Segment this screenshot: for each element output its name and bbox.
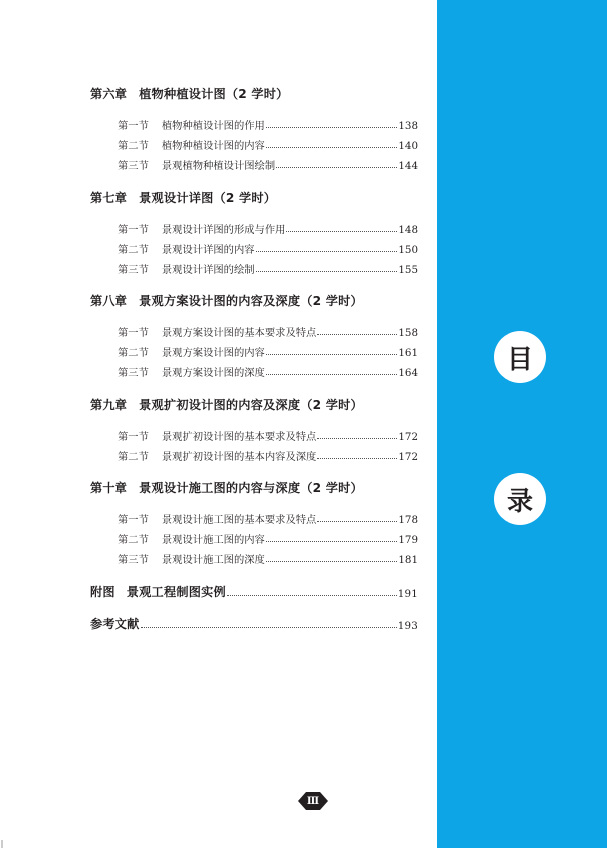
dot-leader [266, 353, 397, 355]
chapter-title: 景观设计详图（2 学时） [139, 191, 277, 205]
section-marker-lu [494, 473, 546, 525]
chapter-heading[interactable] [90, 292, 363, 309]
toc-entry[interactable] [90, 241, 418, 256]
page-number: 144 [398, 160, 418, 172]
dot-leader [276, 166, 397, 168]
page-number: 155 [398, 264, 418, 276]
section-title: 植物种植设计图的内容 [161, 140, 265, 152]
sidebar-char-top: 目 [506, 344, 533, 375]
section-number: 第一节 [118, 120, 149, 132]
chapter-number: 第十章 [90, 481, 128, 495]
page-number: 140 [398, 140, 418, 152]
section-number: 第一节 [118, 327, 149, 339]
page-number: 150 [398, 244, 418, 256]
dot-leader [286, 230, 397, 232]
toc-entry[interactable] [90, 117, 418, 132]
chapter-heading[interactable] [90, 189, 276, 206]
page-number: 193 [397, 620, 418, 632]
section-number: 第一节 [118, 514, 149, 526]
section-marker-mu [494, 331, 546, 383]
dot-leader [317, 437, 397, 439]
toc-entry[interactable] [90, 364, 418, 379]
chapter-number: 第八章 [90, 294, 128, 308]
toc-entry[interactable] [90, 344, 418, 359]
dot-leader [256, 250, 398, 252]
section-title: 景观设计施工图的内容 [161, 534, 265, 546]
dot-leader [317, 457, 397, 459]
section-title: 景观设计详图的绘制 [161, 264, 255, 276]
section-title: 景观设计详图的形成与作用 [161, 224, 286, 236]
page-number: 148 [398, 224, 418, 236]
toc-entry[interactable] [90, 428, 418, 443]
page-number: 181 [398, 554, 418, 566]
section-number: 第三节 [118, 554, 149, 566]
dot-leader [266, 560, 397, 562]
chapter-heading[interactable] [90, 396, 363, 413]
references-title: 参考文献 [90, 617, 140, 631]
chapter-number: 第六章 [90, 87, 128, 101]
section-number: 第二节 [118, 534, 149, 546]
dot-leader [317, 520, 397, 522]
page-number: 161 [398, 347, 418, 359]
section-number: 第一节 [118, 224, 149, 236]
section-number: 第二节 [118, 244, 149, 256]
page-number: 172 [398, 431, 418, 443]
sidebar-char-bottom: 录 [506, 486, 533, 517]
section-title: 景观方案设计图的内容 [161, 347, 265, 359]
section-title: 景观方案设计图的基本要求及特点 [161, 327, 317, 339]
page-number: 178 [398, 514, 418, 526]
section-title: 景观植物种植设计图绘制 [161, 160, 276, 172]
toc-entry[interactable] [90, 137, 418, 152]
dot-leader [266, 146, 397, 148]
sidebar-band [437, 0, 607, 848]
page-number: 158 [398, 327, 418, 339]
appendix-number: 附图 [90, 585, 115, 599]
chapter-title: 景观设计施工图的内容与深度（2 学时） [139, 481, 363, 495]
section-number: 第二节 [118, 347, 149, 359]
appendix-title: 景观工程制图实例 [126, 585, 226, 599]
section-title: 植物种植设计图的作用 [161, 120, 265, 132]
section-title: 景观扩初设计图的基本内容及深度 [161, 451, 317, 463]
dot-leader [141, 626, 397, 628]
toc-entry[interactable] [90, 511, 418, 526]
section-number: 第三节 [118, 264, 149, 276]
dot-leader [227, 594, 397, 596]
dot-leader [317, 333, 397, 335]
toc-entry[interactable] [90, 157, 418, 172]
dot-leader [256, 270, 398, 272]
chapter-number: 第九章 [90, 398, 128, 412]
footer-page-label: Ⅲ [306, 795, 320, 807]
section-number: 第二节 [118, 451, 149, 463]
chapter-heading[interactable] [90, 85, 289, 102]
toc-entry[interactable] [90, 221, 418, 236]
section-title: 景观设计施工图的基本要求及特点 [161, 514, 317, 526]
chapter-number: 第七章 [90, 191, 128, 205]
chapter-title: 景观扩初设计图的内容及深度（2 学时） [139, 398, 363, 412]
dot-leader [266, 126, 397, 128]
section-number: 第一节 [118, 431, 149, 443]
section-title: 景观设计施工图的深度 [161, 554, 265, 566]
section-title: 景观扩初设计图的基本要求及特点 [161, 431, 317, 443]
references-entry[interactable] [90, 615, 418, 632]
toc-entry[interactable] [90, 551, 418, 566]
dot-leader [266, 373, 397, 375]
toc-entry[interactable] [90, 261, 418, 276]
dot-leader [266, 540, 397, 542]
crop-mark-icon [0, 838, 10, 848]
section-number: 第三节 [118, 367, 149, 379]
page-number-badge [297, 790, 329, 812]
toc-entry[interactable] [90, 324, 418, 339]
page-number: 164 [398, 367, 418, 379]
page-number: 179 [398, 534, 418, 546]
page-number: 191 [397, 588, 418, 600]
toc-entry[interactable] [90, 531, 418, 546]
section-title: 景观设计详图的内容 [161, 244, 255, 256]
chapter-title: 景观方案设计图的内容及深度（2 学时） [139, 294, 363, 308]
section-number: 第三节 [118, 160, 149, 172]
chapter-heading[interactable] [90, 479, 363, 496]
section-number: 第二节 [118, 140, 149, 152]
chapter-title: 植物种植设计图（2 学时） [139, 87, 289, 101]
toc-entry[interactable] [90, 448, 418, 463]
appendix-entry[interactable] [90, 583, 418, 600]
page-number: 172 [398, 451, 418, 463]
page-number: 138 [398, 120, 418, 132]
section-title: 景观方案设计图的深度 [161, 367, 265, 379]
